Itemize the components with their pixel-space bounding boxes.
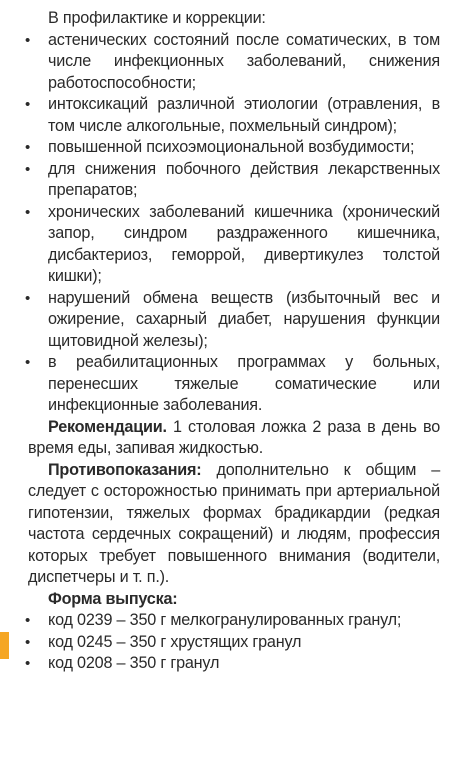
list-item: • интоксикаций различной этиологии (отравления, в том числе алкогольные, похмельный синдром); <box>25 95 440 135</box>
bullet-icon: • <box>25 633 31 651</box>
bullet-icon: • <box>25 289 31 307</box>
indications-list <box>25 30 440 417</box>
list-item: • астенических состояний после соматических, в том числе инфекционных заболеваний, снижения работоспособности; <box>25 30 440 92</box>
list-item: • хронических заболеваний кишечника (хронический запор, синдром раздраженного кишечника, дисбактериоз, геморрой, дивертикулез толстой кишки); <box>25 202 440 285</box>
bullet-icon: • <box>25 96 31 113</box>
list-item: • нарушений обмена веществ (избыточный вес и ожирение, сахарный диабет, нарушения функции щитовидной железы); <box>25 288 440 350</box>
list-item: • код 0208 – 350 г гранул <box>28 653 440 675</box>
document-body <box>25 8 440 675</box>
bullet-icon: • <box>25 139 31 156</box>
bullet-icon: • <box>25 655 31 672</box>
list-item: • код 0239 – 350 г мелкогранулированных гранул; <box>28 610 440 632</box>
contraindications-text: дополнительно к общим – следует с осторожностью принимать при артериальной гипотензии, тяжелых формах брадикардии (редкая частота сердечных сокращений) и людям, профессия которых требует повышенного внимания (водители, диспетчеры и т. п.). <box>28 460 440 586</box>
bullet-icon: • <box>25 612 31 629</box>
recommendations-text: 1 столовая ложка 2 раза в день во время еды, запивая жидкостью. <box>28 417 440 457</box>
page-edge-marker <box>0 632 9 659</box>
bullet-icon: • <box>25 354 31 371</box>
release-form-list <box>25 610 440 675</box>
list-item: • повышенной психоэмоциональной возбудимости; <box>28 137 440 159</box>
bullet-icon: • <box>25 203 31 221</box>
recommendations-label: Рекомендации. <box>48 417 167 436</box>
contraindications-paragraph <box>28 460 440 589</box>
bullet-icon: • <box>25 160 31 178</box>
list-item: • код 0245 – 350 г хрустящих гранул <box>28 632 440 654</box>
list-item: • в реабилитационных программах у больных, перенесших тяжелые соматические или инфекционные заболевания. <box>25 353 440 414</box>
bullet-icon: • <box>25 31 31 49</box>
list-item: • для снижения побочного действия лекарственных препаратов; <box>25 159 440 199</box>
contraindications-label: Противопоказания: <box>48 460 202 479</box>
recommendations-paragraph <box>28 417 440 460</box>
indications-intro: В профилактике и коррекции: <box>48 9 266 27</box>
release-form-title: Форма выпуска: <box>48 589 178 608</box>
